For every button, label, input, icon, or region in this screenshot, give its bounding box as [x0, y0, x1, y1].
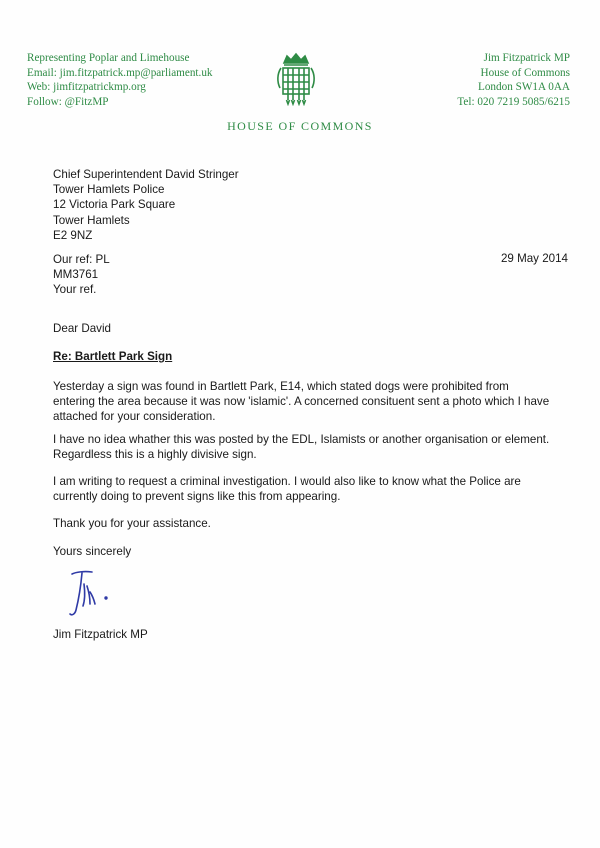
letterhead-postcode: London SW1A 0AA	[478, 81, 570, 94]
body-paragraph: Thank you for your assistance.	[53, 517, 211, 530]
letterhead-email: Email: jim.fitzpatrick.mp@parliament.uk	[27, 66, 213, 79]
your-ref: Your ref.	[53, 283, 97, 297]
handwritten-signature	[62, 562, 122, 622]
letterhead-twitter: Follow: @FitzMP	[27, 95, 109, 108]
salutation: Dear David	[53, 322, 111, 335]
reference-block	[53, 252, 110, 298]
recipient-line: Tower Hamlets Police	[53, 183, 165, 197]
letterhead-constituency: Representing Poplar and Limehouse	[27, 52, 190, 64]
letterhead-mp-block	[457, 51, 570, 109]
letterhead-contact-block	[27, 51, 213, 109]
letter-date: 29 May 2014	[500, 252, 568, 265]
recipient-line: 12 Victoria Park Square	[53, 198, 176, 212]
letterhead-web: Web: jimfitzpatrickmp.org	[27, 81, 146, 94]
body-paragraph: I am writing to request a criminal investigation. I would also like to know what the Police are currently doing to prevent signs like this from appearing.	[53, 475, 521, 504]
our-ref: Our ref: PL	[53, 253, 110, 266]
our-ref-number: MM3761	[53, 268, 99, 282]
closing: Yours sincerely	[53, 545, 132, 558]
recipient-line: E2 9NZ	[53, 228, 93, 242]
house-of-commons-title: HOUSE OF COMMONS	[227, 119, 373, 133]
recipient-line: Tower Hamlets	[53, 213, 130, 227]
recipient-line: Chief Superintendent David Stringer	[53, 168, 239, 181]
subject-line: Re: Bartlett Park Sign	[53, 350, 173, 363]
letterhead-house: House of Commons	[480, 66, 570, 79]
body-paragraph: I have no idea whather this was posted by the EDL, Islamists or another organisation or element. Regardless this is a highly divisive sign.	[53, 433, 550, 462]
letterhead-mp-name: Jim Fitzpatrick MP	[483, 52, 570, 64]
recipient-address	[53, 167, 239, 243]
signatory-name: Jim Fitzpatrick MP	[53, 628, 148, 641]
portcullis-icon	[275, 52, 317, 106]
body-paragraph: Yesterday a sign was found in Bartlett Park, E14, which stated dogs were prohibited from entering the area because it was now 'islamic'. A concerned consituent sent a photo which I have attached for your consideration.	[53, 380, 550, 424]
letterhead-phone: Tel: 020 7219 5085/6215	[457, 95, 570, 108]
